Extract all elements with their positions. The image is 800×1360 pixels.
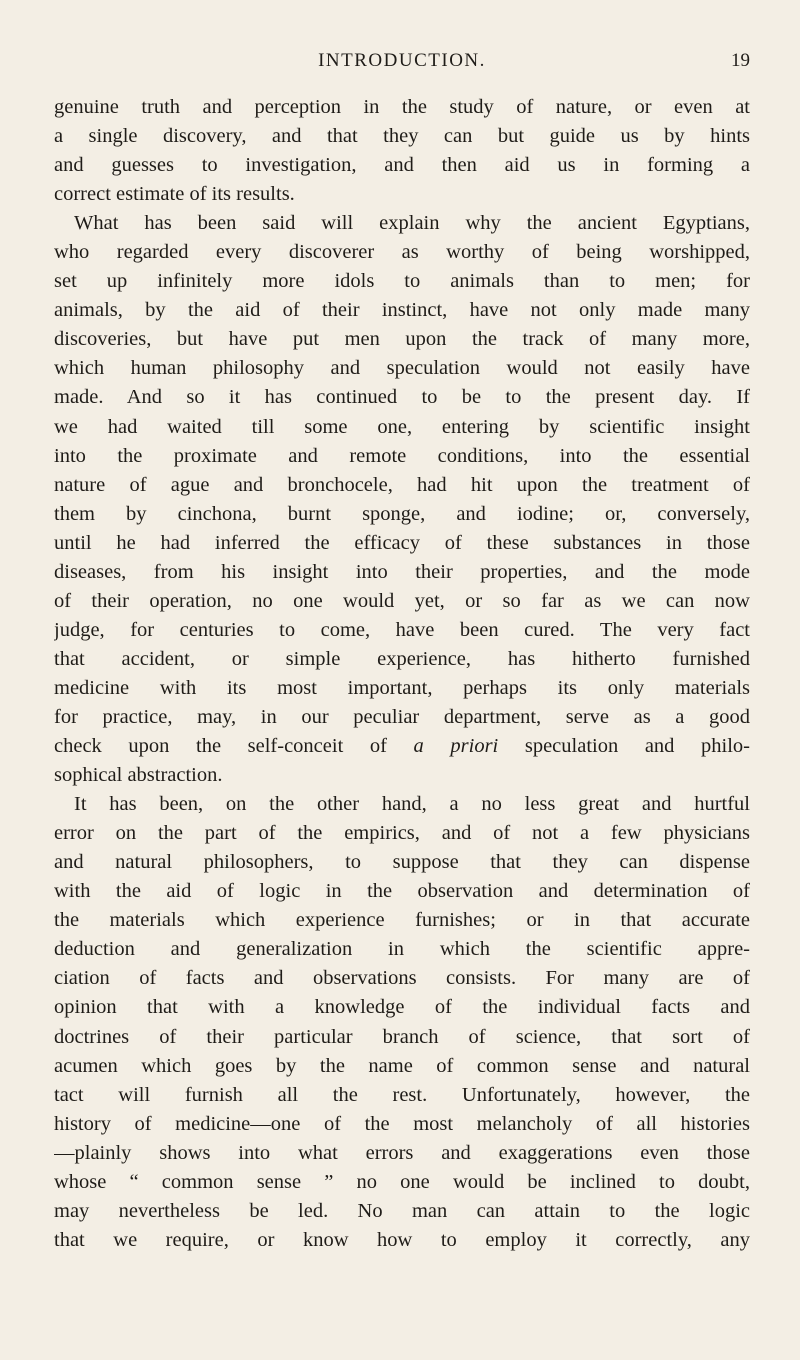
text-line: —plainly shows into what errors and exaggerations even those xyxy=(54,1141,750,1164)
text-line: may nevertheless be led. No man can attain to the logic xyxy=(54,1199,750,1222)
text-line: of their operation, no one would yet, or so far as we can now xyxy=(54,589,750,612)
text-line: genuine truth and perception in the study of nature, or even at xyxy=(54,96,750,118)
text-line: medicine with its most important, perhaps its only materials xyxy=(54,676,750,699)
text-line: judge, for centuries to come, have been cured. The very fact xyxy=(54,618,750,641)
text-line: until he had inferred the efficacy of these substances in those xyxy=(54,531,750,554)
text-line: check upon the self-conceit of a priori speculation and philo- xyxy=(54,735,750,758)
text-line: whose “ common sense ” no one would be inclined to doubt, xyxy=(54,1170,750,1193)
text-line: a single discovery, and that they can but guide us by hints xyxy=(54,125,750,148)
text-line: for practice, may, in our peculiar department, serve as a good xyxy=(54,705,750,728)
running-head xyxy=(54,50,750,80)
text-line: set up infinitely more idols to animals than to men; for xyxy=(54,270,750,293)
page-number: 19 xyxy=(731,50,750,71)
text-line: with the aid of logic in the observation and determination of xyxy=(54,880,750,903)
text-line: ciation of facts and observations consists. For many are of xyxy=(54,967,750,990)
text-line: made. And so it has continued to be to the present day. If xyxy=(54,386,750,409)
text-line: doctrines of their particular branch of science, that sort of xyxy=(54,1025,750,1048)
text-line: sophical abstraction. xyxy=(54,764,223,787)
text-line: which human philosophy and speculation would not easily have xyxy=(54,357,750,380)
text-line: that accident, or simple experience, has hitherto furnished xyxy=(54,647,750,670)
text-line: tact will furnish all the rest. Unfortunately, however, the xyxy=(54,1083,750,1106)
text-line: them by cinchona, burnt sponge, and iodine; or, conversely, xyxy=(54,502,750,525)
text-line: correct estimate of its results. xyxy=(54,183,295,206)
text-line: and natural philosophers, to suppose that they can dispense xyxy=(54,851,750,874)
text-line: animals, by the aid of their instinct, have not only made many xyxy=(54,299,750,322)
text-line: nature of ague and bronchocele, had hit upon the treatment of xyxy=(54,473,750,496)
text-line: and guesses to investigation, and then aid us in forming a xyxy=(54,154,750,177)
text-line: the materials which experience furnishes; or in that accurate xyxy=(54,909,750,932)
body-text xyxy=(54,93,750,1255)
text-line: What has been said will explain why the ancient Egyptians, xyxy=(74,212,750,235)
text-line: diseases, from his insight into their properties, and the mode xyxy=(54,560,750,583)
text-line: into the proximate and remote conditions, into the essential xyxy=(54,444,750,467)
text-line: It has been, on the other hand, a no less great and hurtful xyxy=(74,793,750,816)
text-line: acumen which goes by the name of common sense and natural xyxy=(54,1054,750,1077)
text-line: deduction and generalization in which the scientific appre- xyxy=(54,938,750,961)
text-line: who regarded every discoverer as worthy of being worshipped, xyxy=(54,241,750,264)
text-line: error on the part of the empirics, and of not a few physicians xyxy=(54,822,750,845)
text-line: opinion that with a knowledge of the individual facts and xyxy=(54,996,750,1019)
text-line: we had waited till some one, entering by scientific insight xyxy=(54,415,750,438)
text-line: discoveries, but have put men upon the track of many more, xyxy=(54,328,750,351)
running-title: INTRODUCTION. xyxy=(318,50,486,71)
text-line: that we require, or know how to employ it correctly, any xyxy=(54,1228,750,1251)
text-line: history of medicine—one of the most melancholy of all histories xyxy=(54,1112,750,1135)
